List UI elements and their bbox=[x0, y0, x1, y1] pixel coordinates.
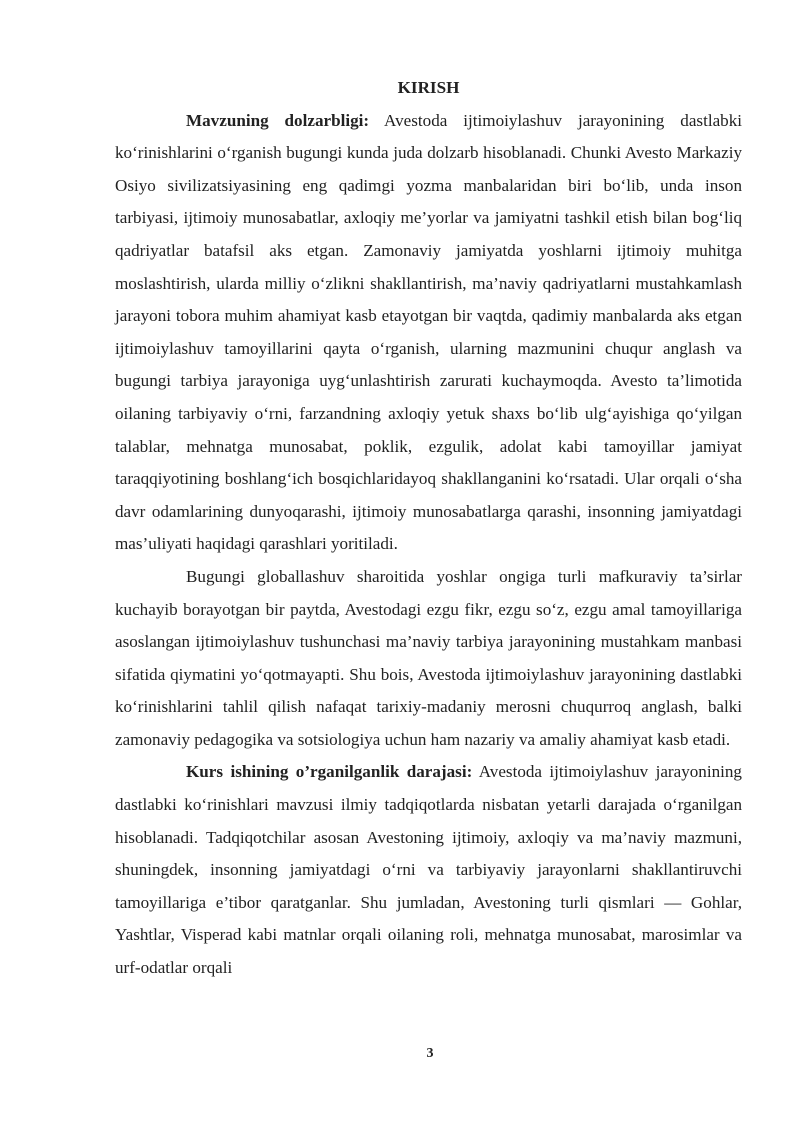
paragraph-lead: Kurs ishining o’rganilganlik darajasi: bbox=[186, 762, 473, 782]
paragraph-globalization bbox=[115, 561, 742, 757]
paragraph-text: Avestoda ijtimoiylashuv jarayonining dastlabki koʻrinishlari mavzusi ilmiy tadqiqotlarda nisbatan yetarli darajada oʻrganilgan hisoblanadi. Tadqiqotchilar asosan Avestoning ijtimoiy, axloqiy va ma’naviy mazmuni, shuningdek, insonning jamiyatdagi oʻrni va tarbiyaviy jarayonlarni shakllantiruvchi tamoyillariga e’tibor qaratganlar. Shu jumladan, Avestoning turli qismlari — Gohlar, Yashtlar, Visperad kabi matnlar orqali oilaning roli, mehnatga munosabat, marosimlar va urf-odatlar orqali bbox=[115, 762, 742, 978]
page-content bbox=[115, 72, 742, 985]
page-number: 3 bbox=[426, 1046, 434, 1061]
paragraph-relevance bbox=[115, 105, 742, 561]
paragraph-text: Bugungi globallashuv sharoitida yoshlar ongiga turli mafkuraviy ta’sirlar kuchayib borayotgan bir paytda, Avestodagi ezgu fikr, ezgu soʻz, ezgu amal tamoyillariga asoslangan ijtimoiylashuv tushunchasi ma’naviy tarbiya jarayonining mustahkam manbasi sifatida qiymatini yoʻqotmayapti. Shu bois, Avestoda ijtimoiylashuv jarayonining dastlabki koʻrinishlarini tahlil qilish nafaqat tarixiy-madaniy merosni chuqurroq anglash, balki zamonaviy pedagogika va sotsiologiya uchun ham nazariy va amaliy ahamiyat kasb etadi. bbox=[115, 566, 742, 749]
paragraph-lead: Mavzuning dolzarbligi: bbox=[186, 110, 370, 130]
section-heading: KIRISH bbox=[397, 78, 460, 97]
paragraph-research-level bbox=[115, 756, 742, 984]
paragraph-text: Avestoda ijtimoiylashuv jarayonining dastlabki koʻrinishlarini oʻrganish bugungi kunda juda dolzarb hisoblanadi. Chunki Avesto Markaziy Osiyo sivilizatsiyasining eng qadimgi yozma manbalaridan biri boʻlib, unda inson tarbiyasi, ijtimoiy munosabatlar, axloqiy me’yorlar va jamiyatni tashkil etish bilan bogʻliq qadriyatlar batafsil aks etgan. Zamonaviy jamiyatda yoshlarni ijtimoiy muhitga moslashtirish, ularda milliy oʻzlikni shakllantirish, ma’naviy qadriyatlarni mustahkamlash jarayoni tobora muhim ahamiyat kasb etayotgan bir vaqtda, qadimiy manbalarda aks etgan ijtimoiylashuv tamoyillarini qayta oʻrganish, ularning mazmunini chuqur anglash va bugungi tarbiya jarayoniga uygʻunlashtirish zarurati kuchaymoqda. Avesto ta’limotida oilaning tarbiyaviy oʻrni, farzandning axloqiy yetuk shaxs boʻlib ulgʻayishiga qoʻyilgan talablar, mehnatga munosabat, poklik, ezgulik, adolat kabi tamoyillar jamiyat taraqqiyotining boshlangʻich bosqichlaridayoq shakllanganini koʻrsatadi. Ular orqali oʻsha davr odamlarining dunyoqarashi, ijtimoiy munosabatlarga qarashi, insonning jamiyatdagi mas’uliyati haqidagi qarashlari yoritiladi. bbox=[115, 110, 742, 554]
